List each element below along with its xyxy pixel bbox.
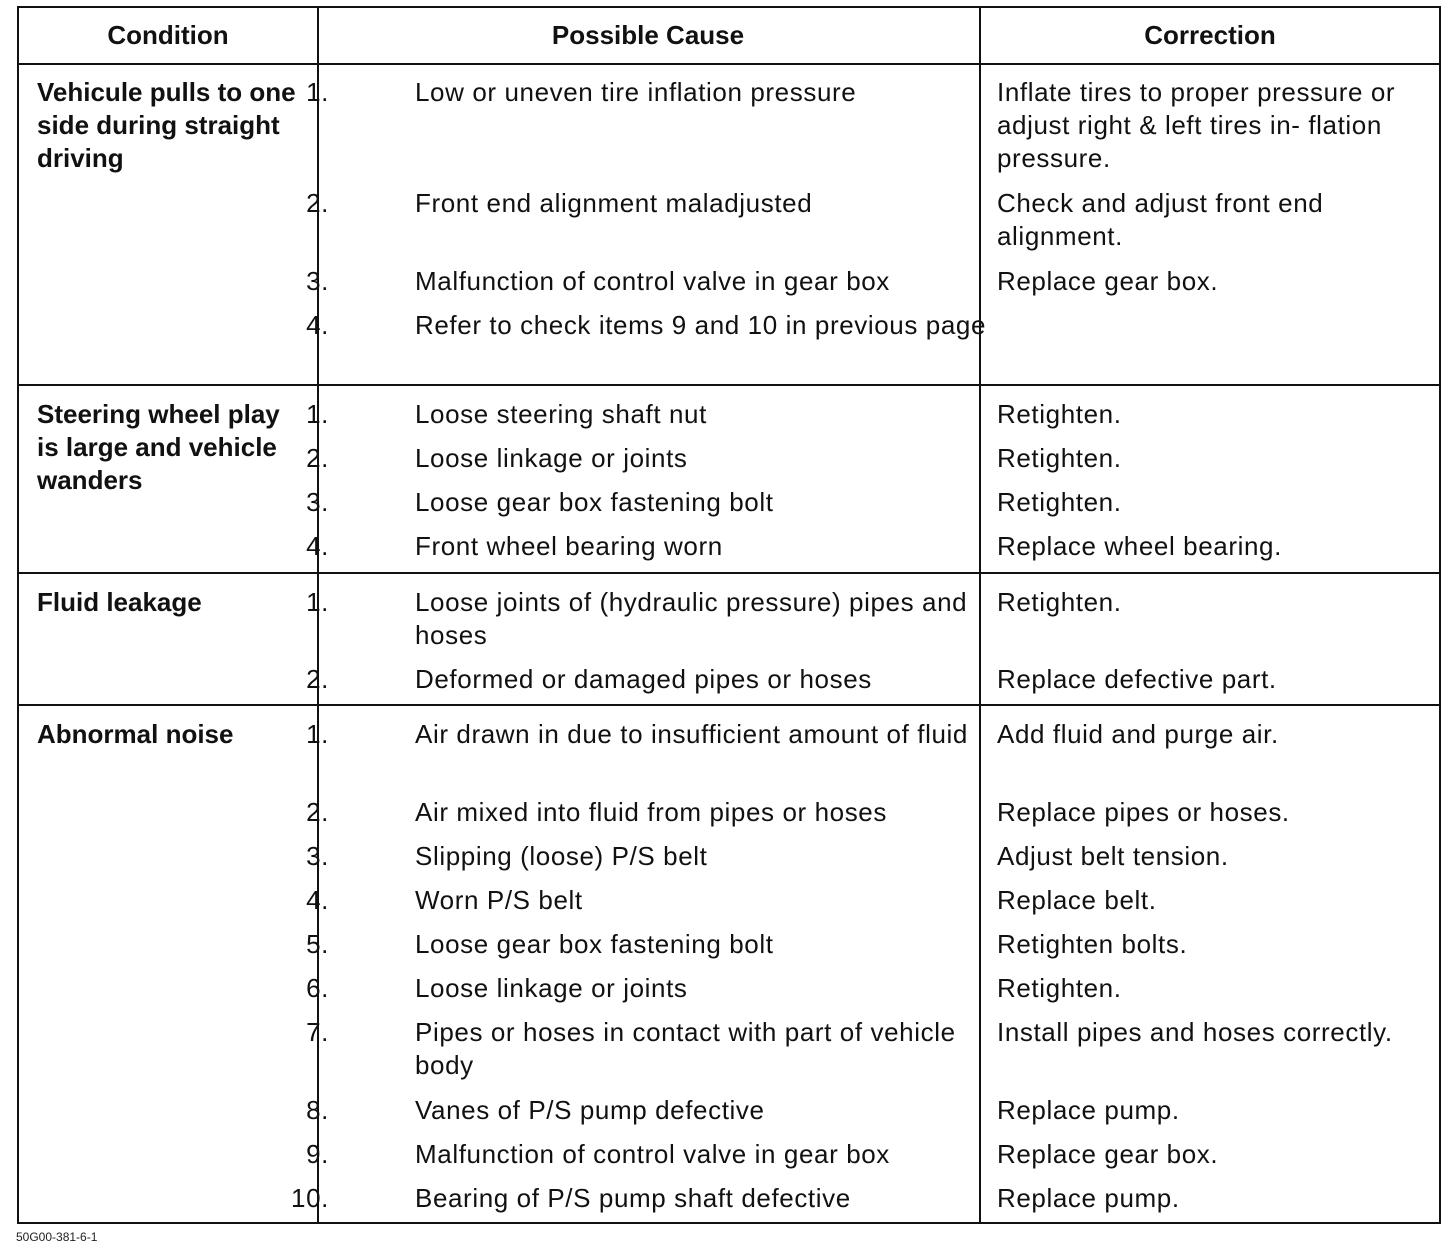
- cause-text: Slipping (loose) P/S belt: [415, 841, 708, 871]
- header-divider: [19, 63, 1439, 65]
- correction-cell: Replace belt.: [997, 885, 1157, 915]
- condition-cell: Abnormal noise: [37, 719, 234, 749]
- correction-cell: Replace pipes or hoses.: [997, 797, 1290, 827]
- cause-cell: [306, 663, 987, 696]
- cause-number: 3.: [306, 266, 329, 296]
- correction-cell: Install pipes and hoses correctly.: [997, 1017, 1393, 1047]
- cause-number: 3.: [306, 841, 329, 871]
- cause-text: Vanes of P/S pump defective: [415, 1095, 765, 1125]
- cause-text: Malfunction of control valve in gear box: [415, 266, 890, 296]
- cause-text: Loose gear box fastening bolt: [415, 929, 774, 959]
- correction-cell: Retighten.: [997, 443, 1122, 473]
- cause-number: 10.: [291, 1183, 329, 1213]
- correction-cell: Retighten.: [997, 487, 1122, 517]
- cause-number: 2.: [306, 188, 329, 218]
- correction-cell: Replace pump.: [997, 1095, 1180, 1125]
- condition-cell: Vehicule pulls to one side during straight driving: [37, 77, 296, 173]
- cause-text: Deformed or damaged pipes or hoses: [415, 664, 872, 694]
- row-divider: [19, 572, 1439, 574]
- cause-number: 2.: [306, 797, 329, 827]
- row-divider: [19, 384, 1439, 386]
- cause-number: 6.: [306, 973, 329, 1003]
- cause-cell: [306, 1138, 987, 1171]
- figure-code: 50G00-381-6-1: [16, 1230, 98, 1244]
- cause-text: Low or uneven tire inflation pressure: [415, 77, 857, 107]
- cause-cell: [306, 398, 987, 431]
- cause-cell: [306, 309, 987, 342]
- cause-number: 3.: [306, 487, 329, 517]
- cause-cell: [306, 1016, 987, 1082]
- cause-text: Loose linkage or joints: [415, 443, 688, 473]
- cause-number: 4.: [306, 310, 329, 340]
- cause-number: 1.: [306, 77, 329, 107]
- cause-cell: [306, 486, 987, 519]
- header-possible-cause: Possible Cause: [551, 20, 745, 50]
- correction-cell: Retighten bolts.: [997, 929, 1188, 959]
- cause-number: 4.: [306, 885, 329, 915]
- row-divider: [19, 704, 1439, 706]
- cause-number: 1.: [306, 719, 329, 749]
- cause-text: Loose steering shaft nut: [415, 399, 707, 429]
- cause-text: Bearing of P/S pump shaft defective: [415, 1183, 851, 1213]
- correction-cell: Retighten.: [997, 587, 1122, 617]
- correction-cell: Check and adjust front end alignment.: [997, 188, 1324, 251]
- cause-number: 1.: [306, 587, 329, 617]
- cause-cell: [306, 796, 987, 829]
- cause-cell: [306, 442, 987, 475]
- correction-cell: Replace wheel bearing.: [997, 531, 1282, 561]
- troubleshooting-table: [17, 6, 1441, 1224]
- cause-text: Air drawn in due to insufficient amount of fluid: [415, 719, 968, 749]
- cause-cell: [306, 530, 987, 563]
- cause-number: 7.: [306, 1017, 329, 1047]
- header-correction: Correction: [1144, 20, 1276, 50]
- cause-cell: [306, 972, 987, 1005]
- cause-cell: [306, 1094, 987, 1127]
- cause-number: 2.: [306, 664, 329, 694]
- cause-text: Worn P/S belt: [415, 885, 583, 915]
- header-condition: Condition: [107, 20, 229, 50]
- cause-cell: [306, 265, 987, 298]
- cause-cell: [306, 884, 987, 917]
- correction-cell: Inflate tires to proper pressure or adjust right & left tires in- flation pressure.: [997, 77, 1396, 173]
- correction-cell: Adjust belt tension.: [997, 841, 1229, 871]
- cause-cell: [306, 76, 987, 109]
- cause-cell: [306, 928, 987, 961]
- cause-text: Front wheel bearing worn: [415, 531, 723, 561]
- correction-cell: Replace gear box.: [997, 1139, 1219, 1169]
- cause-text: Malfunction of control valve in gear box: [415, 1139, 890, 1169]
- cause-number: 1.: [306, 399, 329, 429]
- cause-number: 4.: [306, 531, 329, 561]
- cause-cell: [306, 187, 987, 220]
- cause-text: Air mixed into fluid from pipes or hoses: [415, 797, 887, 827]
- correction-cell: Replace defective part.: [997, 664, 1277, 694]
- cause-cell: [306, 586, 987, 652]
- cause-number: 5.: [306, 929, 329, 959]
- condition-cell: Fluid leakage: [37, 587, 202, 617]
- cause-number: 2.: [306, 443, 329, 473]
- cause-cell: [306, 840, 987, 873]
- cause-text: Refer to check items 9 and 10 in previous page: [415, 310, 987, 340]
- correction-cell: Add fluid and purge air.: [997, 719, 1279, 749]
- correction-cell: Replace pump.: [997, 1183, 1180, 1213]
- correction-cell: Retighten.: [997, 399, 1122, 429]
- correction-cell: Replace gear box.: [997, 266, 1219, 296]
- cause-cell: [291, 1182, 987, 1215]
- correction-cell: Retighten.: [997, 973, 1122, 1003]
- condition-cell: Steering wheel play is large and vehicle wanders: [37, 399, 280, 495]
- cause-cell: [306, 718, 987, 751]
- cause-number: 9.: [306, 1139, 329, 1169]
- cause-text: Loose gear box fastening bolt: [415, 487, 774, 517]
- cause-text: Pipes or hoses in contact with part of vehicle body: [415, 1017, 956, 1080]
- cause-text: Loose joints of (hydraulic pressure) pipes and hoses: [415, 587, 968, 650]
- cause-number: 8.: [306, 1095, 329, 1125]
- cause-text: Loose linkage or joints: [415, 973, 688, 1003]
- cause-text: Front end alignment maladjusted: [415, 188, 813, 218]
